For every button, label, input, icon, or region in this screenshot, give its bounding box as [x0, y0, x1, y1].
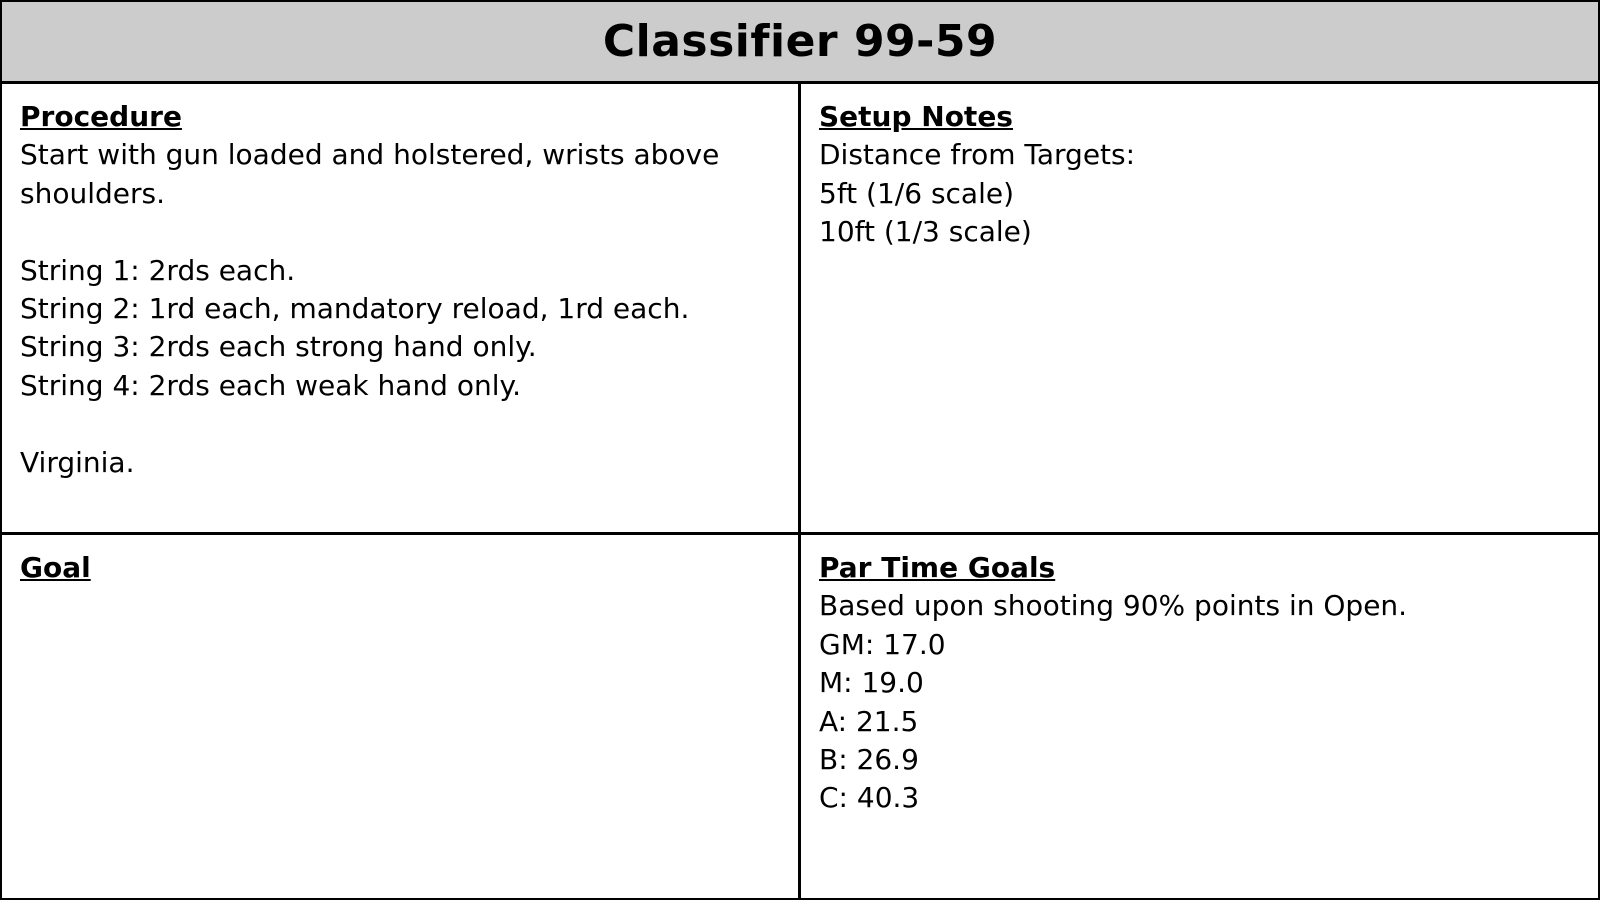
- par-time-goal-m: M: 19.0: [819, 666, 924, 700]
- par-time-goal-a: A: 21.5: [819, 704, 919, 738]
- par-time-goal-c: C: 40.3: [819, 781, 920, 815]
- goal-section: [2, 535, 801, 898]
- procedure-section: [2, 84, 801, 535]
- spacer: [20, 405, 780, 443]
- procedure-string-1: String 1: 2rds each.: [20, 253, 296, 287]
- setup-note-line: Distance from Targets:: [819, 138, 1136, 172]
- setup-note-line: 10ft (1/3 scale): [819, 215, 1032, 249]
- page-title: Classifier 99-59: [602, 16, 998, 67]
- setup-notes-heading: Setup Notes: [819, 100, 1013, 133]
- procedure-string-3: String 3: 2rds each strong hand only.: [20, 330, 537, 364]
- procedure-heading: Procedure: [20, 100, 182, 133]
- par-time-goal-gm: GM: 17.0: [819, 627, 946, 661]
- title-bar: [2, 2, 1598, 84]
- par-time-basis: Based upon shooting 90% points in Open.: [819, 589, 1408, 623]
- par-time-goals-heading: Par Time Goals: [819, 551, 1056, 584]
- setup-notes-section: [801, 84, 1598, 535]
- procedure-intro: Start with gun loaded and holstered, wrists above shoulders.: [20, 138, 729, 210]
- goal-heading: Goal: [20, 551, 91, 584]
- procedure-string-4: String 4: 2rds each weak hand only.: [20, 368, 521, 402]
- spacer: [20, 213, 780, 251]
- procedure-note: Virginia.: [20, 445, 135, 479]
- setup-note-line: 5ft (1/6 scale): [819, 176, 1015, 210]
- par-time-goals-section: [801, 535, 1598, 898]
- par-time-goal-b: B: 26.9: [819, 743, 919, 777]
- procedure-string-2: String 2: 1rd each, mandatory reload, 1rd each.: [20, 292, 690, 326]
